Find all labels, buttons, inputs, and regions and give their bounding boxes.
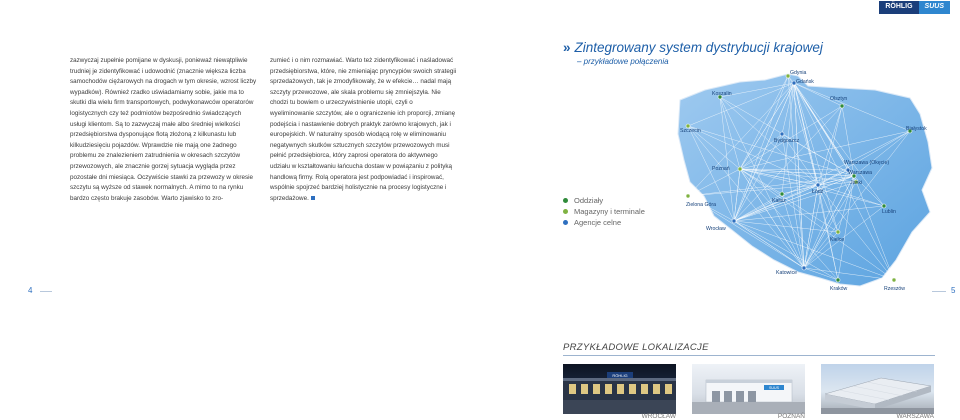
city-label: Warszawa (Okęcie) bbox=[844, 160, 890, 166]
legend-dot-icon bbox=[563, 198, 568, 203]
city-marker-icon bbox=[892, 278, 896, 282]
caption-poznan: POZNAŃ bbox=[777, 413, 805, 420]
city-label: Zielona Góra bbox=[686, 202, 716, 208]
article-column-2 bbox=[270, 56, 458, 204]
city-label: Szczecin bbox=[680, 128, 701, 134]
city-label: Lublin bbox=[882, 209, 896, 215]
legend-label: Magazyny i terminale bbox=[574, 207, 645, 216]
city-marker-icon bbox=[802, 266, 806, 270]
legend-item bbox=[563, 196, 659, 205]
poland-outline bbox=[678, 74, 932, 286]
chevron-icon: » bbox=[563, 40, 571, 55]
city-label: Gdańsk bbox=[796, 79, 814, 85]
city-label: Kraków bbox=[830, 286, 848, 292]
poland-map bbox=[670, 64, 945, 292]
city-label: Gdynia bbox=[790, 70, 807, 76]
photo-sign-1: RÖHLIG bbox=[612, 372, 628, 378]
city-label: Kielce bbox=[830, 237, 845, 243]
brand-logo bbox=[879, 1, 950, 14]
city-label: Kalisz bbox=[772, 198, 786, 204]
article-column-1 bbox=[70, 56, 258, 204]
city-marker-icon bbox=[882, 204, 886, 208]
city-label: Wrocław bbox=[706, 226, 726, 232]
city-label: Białystok bbox=[906, 126, 927, 132]
locations-rule bbox=[563, 355, 935, 356]
city-marker-icon bbox=[840, 104, 844, 108]
article-text-col2-body: zumieć i o nim rozmawiać. Warto też zidentyfikować i naśladować przedsiębiorstwa, które, nie zmieniając pryncypiów swoich strategii sprzedażowych, tak je zmodyfikowały, że w efekcie… nadal mają szczyty przewozowe, ale skala problemu się zmniejszyła. Nie chodzi tu bowiem o urzeczywistnienie utopii, czyli o wyeliminowanie szczytów, ale o ograniczenie ich proporcji, zmianę podejścia i nastawienie dobrych praktyk zarówno krajowych, jak i europejskich. W naturalny sposób wiodącą rolę w eliminowaniu negatywnych skutków sztucznych szczytów przewozowych musi pełnić przedsiębiorca, który zaprosi operatora do aktywnego udziału w kształtowaniu łańcucha dostaw w powiązaniu z polityką handlową firmy. Rolą operatora jest podpowiadać i inspirować, wspólnie spojrzeć bardziej holistycznie na procesy logistyczne i sprzedażowe. bbox=[270, 57, 457, 202]
legend-label: Agencje celne bbox=[574, 218, 622, 227]
city-marker-icon bbox=[686, 194, 690, 198]
map-title-text: Zintegrowany system dystrybucji krajowej bbox=[574, 40, 823, 55]
caption-warszawa: WARSZAWA bbox=[896, 413, 934, 420]
city-marker-icon bbox=[780, 192, 784, 196]
city-label: Koszalin bbox=[712, 91, 732, 97]
legend-dot-icon bbox=[563, 220, 568, 225]
city-label: Łódź bbox=[812, 189, 824, 195]
legend-item bbox=[563, 218, 659, 227]
article-text-col1: zazwyczaj zupełnie pomijane w dyskusji, ponieważ niewątpliwie trudniej je zidentyfikować i udowodnić (znacznie większa liczba samochodów ciężarowych na drogach w tym okresie, wzrost liczby wypadków). Również rzadko uświadamiamy sobie, jakie ma to skutki dla wielu firm transportowych, podwykonawców operatorów logistycznych czy też podmiotów bezpośrednio świadczących usługi klientom. Są to zazwyczaj małe albo średniej wielkości przedsiębiorstwa dysponujące flotą złożoną z kilkunastu lub kilkudziesięciu pojazdów. Wprawdzie nie mają one żadnego problemu ze znalezieniem zatrudnienia w okresach szczytów przewozowych, ale znacznie gorzej sytuacja wygląda przez pozostałe dni miesiąca. Oczywiście stawki za przewozy w okresie szczytu są wyższe od stawek normalnych. A mimo to na rynku bardzo często brakuje zasobów. Warto zjawisko to zro- bbox=[70, 57, 257, 202]
page-number-right: 5 bbox=[951, 286, 956, 295]
map-title bbox=[563, 40, 823, 55]
city-marker-icon bbox=[732, 219, 736, 223]
brand-rohlig: RÖHLIG bbox=[879, 1, 918, 14]
city-label: Bydgoszcz bbox=[774, 138, 800, 144]
city-label: Warszawa bbox=[848, 170, 873, 176]
photo-sign-2: SUUS bbox=[769, 386, 779, 391]
map-subtitle: – przykładowe połączenia bbox=[577, 57, 669, 66]
page-number-left: 4 bbox=[28, 286, 33, 295]
city-label: Poznań bbox=[712, 166, 730, 172]
city-label: Katowice bbox=[776, 270, 798, 276]
city-marker-icon bbox=[780, 132, 784, 136]
warehouse-aerial-image bbox=[821, 364, 934, 414]
city-marker-icon bbox=[738, 167, 742, 171]
legend-dot-icon bbox=[563, 209, 568, 214]
photo-poznan bbox=[692, 364, 805, 414]
photo-wroclaw bbox=[563, 364, 676, 414]
page-rule-left bbox=[40, 291, 52, 292]
city-marker-icon bbox=[816, 183, 820, 187]
caption-wroclaw: WROCŁAW bbox=[641, 413, 676, 420]
city-label: Janki bbox=[850, 180, 863, 186]
locations-title: PRZYKŁADOWE LOKALIZACJE bbox=[563, 342, 709, 353]
city-label: Olsztyn bbox=[830, 96, 848, 102]
legend-label: Oddziały bbox=[574, 196, 604, 205]
article-text-col2 bbox=[270, 56, 458, 204]
warehouse-night-image bbox=[563, 364, 676, 414]
legend-item bbox=[563, 207, 659, 216]
brand-suus: SUUS bbox=[919, 1, 950, 14]
end-of-article-mark bbox=[311, 196, 315, 200]
photo-warszawa bbox=[821, 364, 934, 414]
top-bar bbox=[0, 0, 960, 14]
city-marker-icon bbox=[836, 278, 840, 282]
warehouse-day-image bbox=[692, 364, 805, 414]
map-legend bbox=[563, 196, 659, 229]
city-marker-icon bbox=[836, 230, 840, 234]
city-label: Rzeszów bbox=[884, 286, 906, 292]
